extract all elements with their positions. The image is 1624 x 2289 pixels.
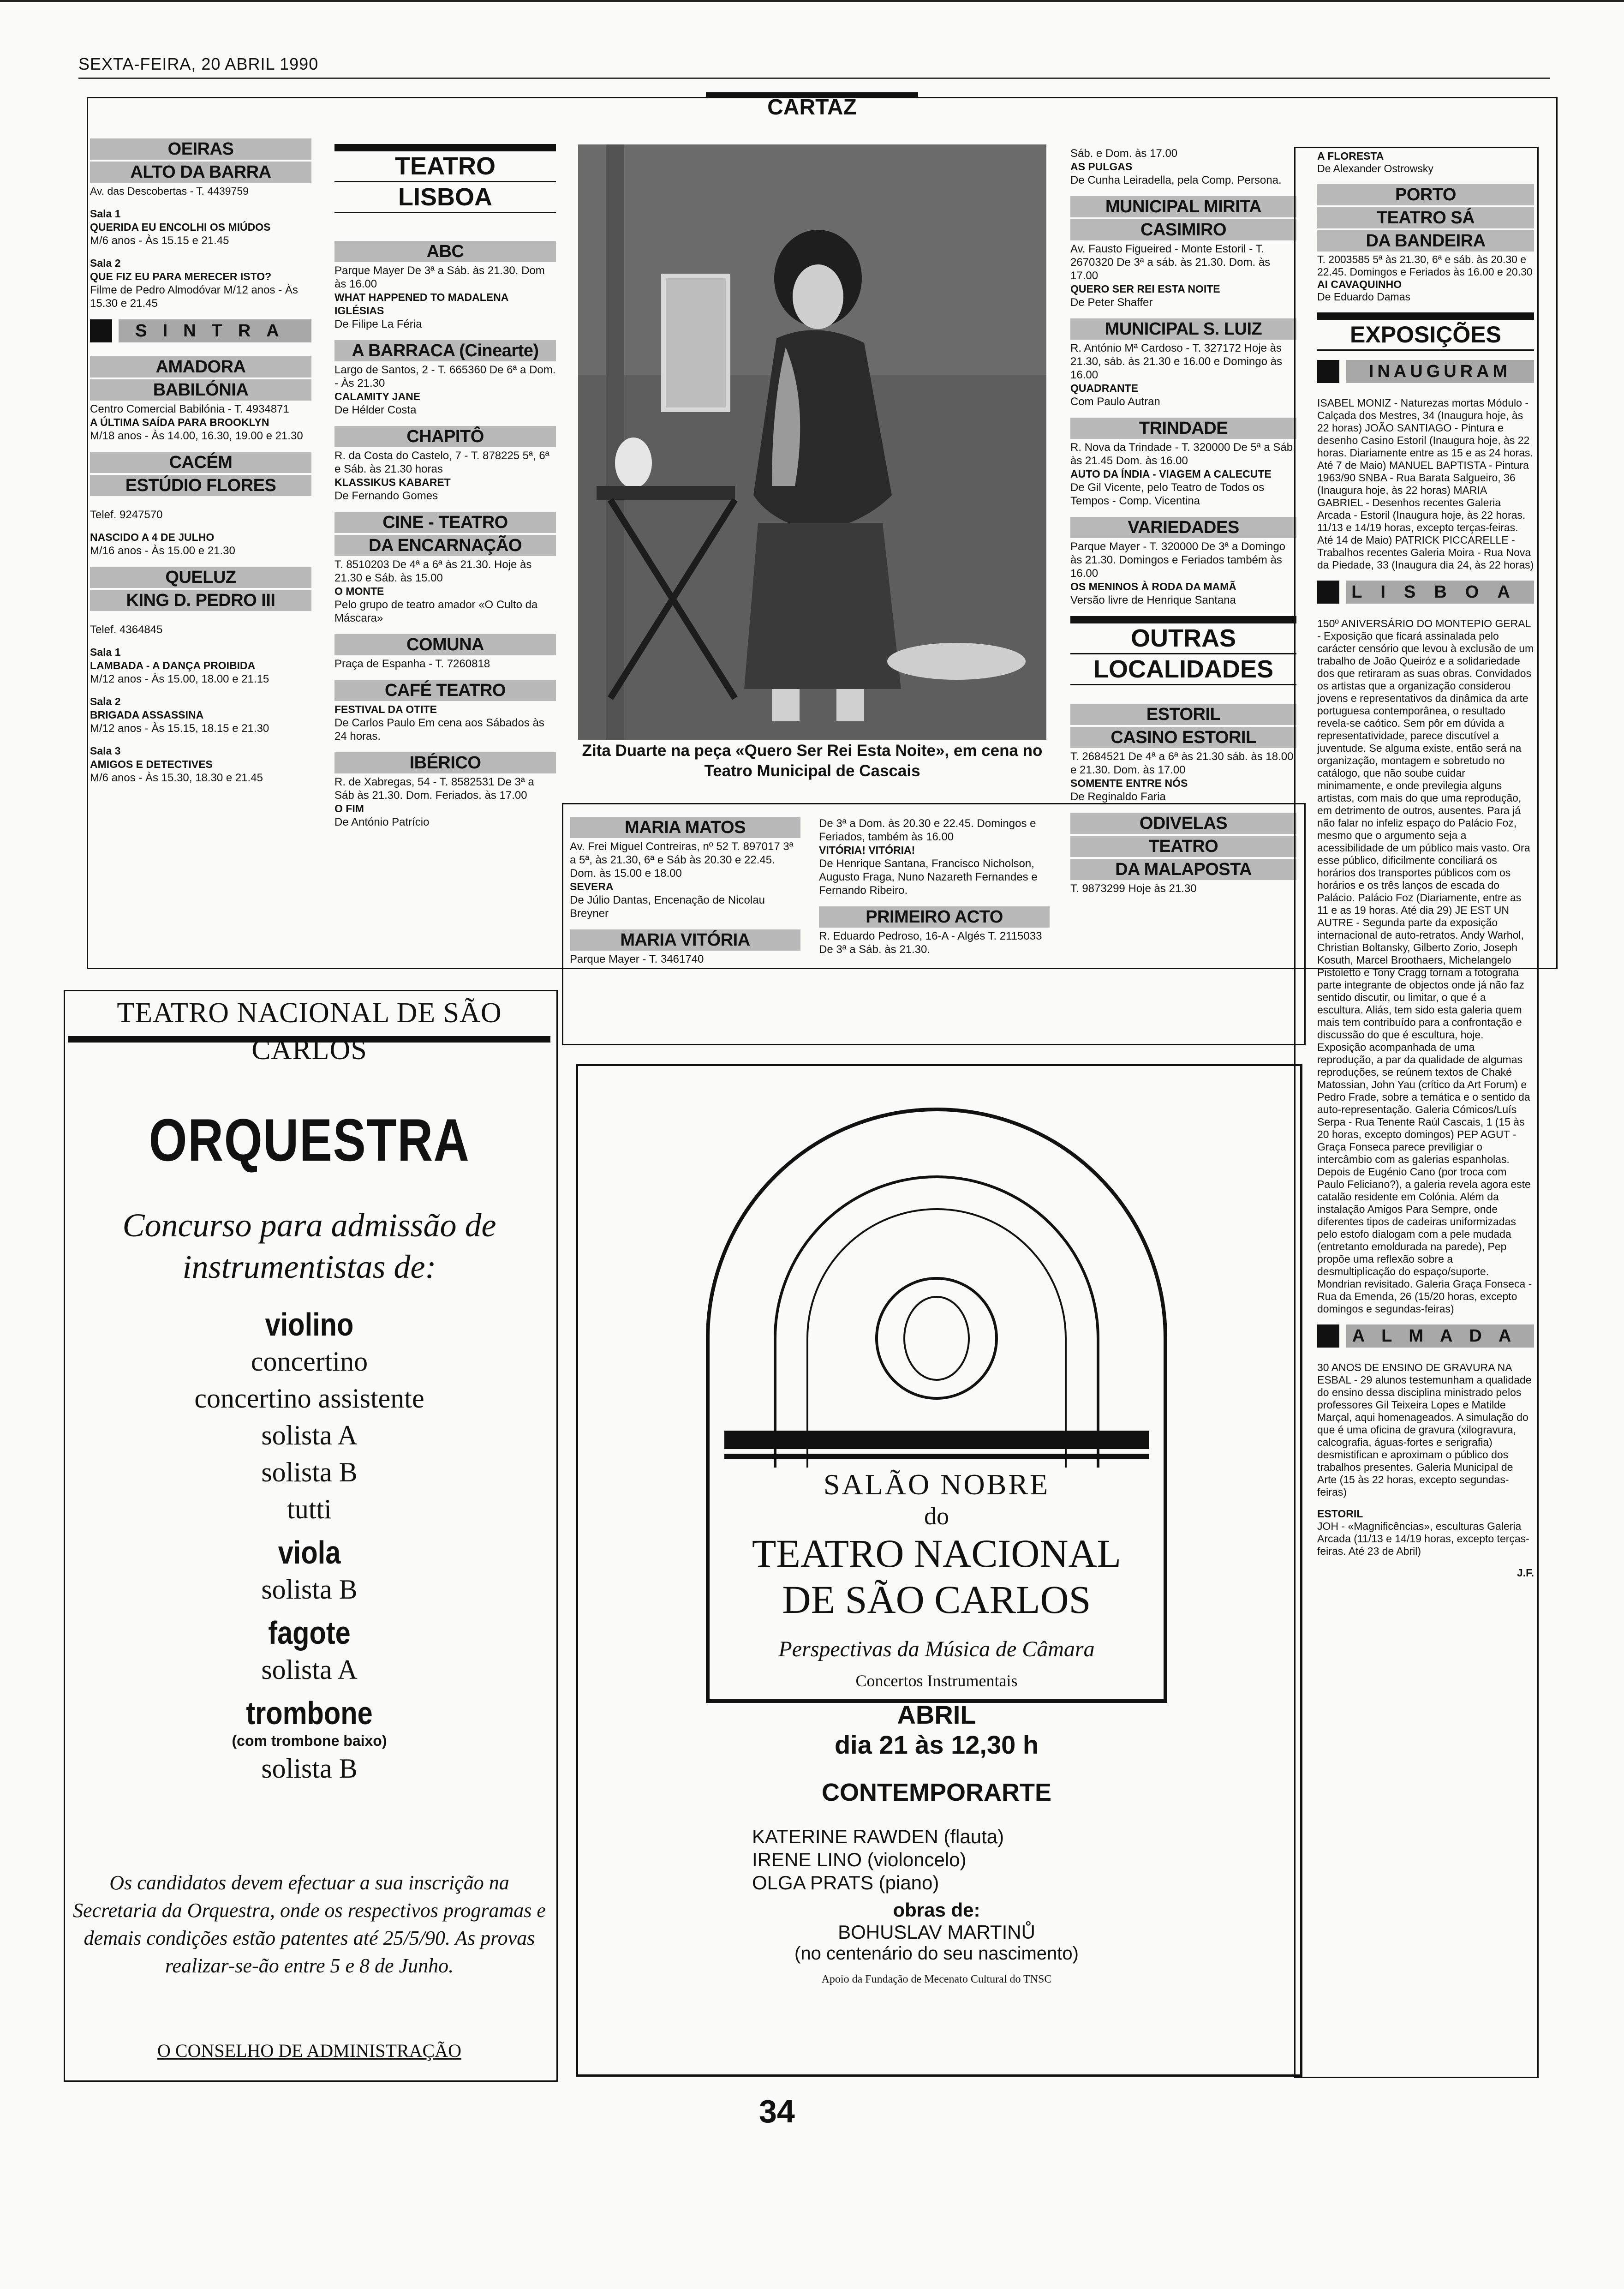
lisboa-divider: [334, 212, 556, 213]
support-note: Apoio da Fundação de Mecenato Cultural do TNSC: [821, 1973, 1052, 1985]
cafe-listing: FESTIVAL DA OTITE De Carlos Paulo Em cena aos Sábados às 24 horas.: [334, 703, 544, 743]
black-square-icon: [1317, 360, 1339, 383]
composer: BOHUSLAV MARTINŮ: [838, 1921, 1035, 1943]
orquestra-title: ORQUESTRA: [149, 1106, 470, 1174]
cartaz-title: CARTAZ: [767, 95, 857, 120]
column-teatro-continued: [1070, 147, 1296, 905]
outras-title: OUTRAS: [1131, 624, 1236, 652]
almada-text: 30 ANOS DE ENSINO DE GRAVURA NA ESBAL - 29 alunos testemunham a qualidade do ensino dessa disciplina ministrado pelos professores Gil Teixeira Lopes e Matilde Marçal, aqui homenageados. A simulação do que é uma oficina de gravura (xilogravura, calcografia, águas-fortes e serigrafia) desmistifican e aproximam o público dos trabalhos presentes. Galeria Municipal de Arte (15 às 22 horas, excepto segundas-feiras): [1317, 1361, 1532, 1498]
stage-photo-illustration: [578, 144, 1046, 740]
concert-month: ABRIL: [897, 1700, 976, 1729]
amadora-listing: Centro Comercial Babilónia - T. 4934871 A ÚLTIMA SAÍDA PARA BROOKLYN M/18 anos - Às 14.00, 16.30, 19.00 e 21.30: [90, 403, 303, 442]
comuna-band: COMUNA: [334, 634, 556, 655]
black-square-icon: [1317, 1324, 1339, 1348]
instrument-violino: violino: [265, 1306, 354, 1342]
centenary: (no centenário do seu nascimento): [794, 1943, 1079, 1964]
exposicoes-title: EXPOSIÇÕES: [1350, 322, 1501, 348]
maria-vitoria-band: MARIA VITÓRIA: [570, 929, 800, 951]
position-item: concertino assistente: [194, 1383, 424, 1414]
column-maria: [570, 817, 800, 975]
concertos-instrumentais: Concertos Instrumentais: [855, 1672, 1018, 1690]
malaposta-band: DA MALAPOSTA: [1070, 859, 1296, 880]
chapito-listing: R. da Costa do Castelo, 7 - T. 878225 5ª, 6ª e Sáb. às 21.30 horas KLASSIKUS KABARET De Fernando Gomes: [334, 449, 549, 502]
porto-listing: T. 2003585 5ª às 21.30, 6ª e sáb. às 20.30 e 22.45. Domingos e Feriados às 16.00 e 20.30 AI CAVAQUINHO De Eduardo Damas: [1317, 253, 1533, 303]
bandeira-band: DA BANDEIRA: [1317, 230, 1534, 252]
tnsc-line1: TEATRO NACIONAL: [752, 1531, 1122, 1576]
casino-estoril-band: CASINO ESTORIL: [1070, 727, 1296, 748]
orquestra-signature: O CONSELHO DE ADMINISTRAÇÃO: [157, 2040, 461, 2061]
iberico-band: IBÉRICO: [334, 752, 556, 773]
localidades-title: LOCALIDADES: [1093, 655, 1273, 683]
zita-duarte-photo: [578, 144, 1046, 740]
cine-listing: T. 8510203 De 4ª a 6ª às 21.30. Hoje às 21.30 e Sáb. às 15.00 O MONTE Pelo grupo de teatro amador «O Culto da Máscara»: [334, 558, 538, 624]
amadora-band: AMADORA: [90, 356, 311, 378]
position-item: concertino: [251, 1346, 368, 1377]
teatro-title: TEATRO: [395, 152, 496, 180]
odivelas-band: ODIVELAS: [1070, 813, 1296, 834]
chapito-band: CHAPITÔ: [334, 426, 556, 447]
estoril-exhibition: ESTORIL JOH - «Magnificências», esculturas Galeria Arcada (11/13 e 14/19 horas, excepto terças-feiras. Até 23 de Abril): [1317, 1508, 1529, 1557]
obras-label: obras de:: [893, 1899, 980, 1921]
column-maria-continued: [819, 817, 1050, 965]
abc-listing: Parque Mayer De 3ª a Sáb. às 21.30. Dom às 16.00 WHAT HAPPENED TO MADALENA IGLÉSIAS De Filipe La Féria: [334, 264, 545, 330]
cacem-band: CACÉM: [90, 452, 311, 473]
oeiras-sala2: Sala 2 QUE FIZ EU PARA MERECER ISTO? Filme de Pedro Almodóvar M/12 anos - Às 15.30 e 21.45: [90, 257, 298, 310]
teatro-band: TEATRO: [1070, 836, 1296, 857]
region-lisboa: LISBOA: [1317, 581, 1534, 604]
tnsc-line2: DE SÃO CARLOS: [782, 1577, 1091, 1622]
localidades-divider: [1070, 684, 1296, 685]
column-exposicoes: [1317, 150, 1534, 1588]
queluz-sala1: Sala 1 LAMBADA - A DANÇA PROIBIDA M/12 anos - Às 15.00, 18.00 e 21.15: [90, 646, 269, 685]
orquestra-header: TEATRO NACIONAL DE SÃO CARLOS: [68, 995, 550, 1043]
instrument-fagote: fagote: [268, 1615, 351, 1651]
teatro-sa-band: TEATRO SÁ: [1317, 207, 1534, 228]
perspectivas-arc: Perspectivas da Música de Câmara: [778, 1637, 1095, 1661]
outras-bar: [1070, 616, 1296, 623]
position-item: solista B: [261, 1753, 358, 1784]
performers: [706, 1825, 1167, 1894]
position-item: solista B: [261, 1457, 358, 1487]
position-item: solista A: [261, 1654, 358, 1685]
mirita-listing: Av. Fausto Figueired - Monte Estoril - T. 2670320 De 3ª a sáb. às 21.30. Dom. às 17.00 QUERO SER REI ESTA NOITE De Peter Shaffer: [1070, 243, 1271, 309]
maria-matos-band: MARIA MATOS: [570, 817, 800, 838]
orquestra-footer: Os candidatos devem efectuar a sua inscrição na Secretaria da Orquestra, onde os respectivos programas e demais condições estão patentes até 25/5/90. As provas realizar-se-ão entre 5 e 8 de Junho.: [73, 1871, 546, 1977]
teatro-top-bar: [334, 144, 556, 151]
date-rule: [78, 78, 1550, 79]
position-item: solista B: [261, 1574, 358, 1605]
estoril-listing: T. 2684521 De 4ª a 6ª às 21.30 sáb. às 18.00 e 21.30. Dom. às 17.00 SOMENTE ENTRE NÓS De Reginaldo Faria: [1070, 750, 1294, 803]
cafe-teatro-band: CAFÉ TEATRO: [334, 680, 556, 701]
black-square-icon: [90, 319, 112, 342]
position-item: solista A: [261, 1420, 358, 1450]
alto-da-barra-band: ALTO DA BARRA: [90, 162, 311, 183]
performer: IRENE LINO (violoncelo): [752, 1849, 967, 1870]
casimiro-band: CASIMIRO: [1070, 219, 1296, 240]
oeiras-sala1: Sala 1 QUERIDA EU ENCOLHI OS MIÚDOS M/6 anos - Às 15.15 e 21.45: [90, 208, 271, 247]
primeiro-acto-band: PRIMEIRO ACTO: [819, 906, 1050, 928]
iberico-listing: R. de Xabregas, 54 - T. 8582531 De 3ª a Sáb às 21.30. Dom. Feriados. às 17.00 O FIM De António Patrício: [334, 776, 534, 828]
sao-carlos-text: [706, 1468, 1167, 1986]
performer: KATERINE RAWDEN (flauta): [752, 1826, 1004, 1847]
oeiras-address: Av. das Descobertas - T. 4439759: [90, 185, 249, 197]
instrument-viola: viola: [278, 1534, 341, 1570]
lisboa-exhibitions: 150º ANIVERSÁRIO DO MONTEPIO GERAL - Exposição que ficará assinalada pelo carácter censório que levou à exclusão de um trabalho de João Queiróz e a solidariedade dos que retiraram as suas obras. Convidados os artistas que a organização considerou jovens e representativos da dinâmica da arte portuguesa contemporânea, o resultado revela-se caótico. Sem pôr em dúvida a representatividade, parece discutível a juventude. Se alguma existe, então será na organização, montagem e sobretudo no catálogo, que não soube cuidar minimamente, e onde previlegia alguns artistas, com mais do que uma reprodução, em detrimento de outros, ausentes. Para já não falar no infeliz espaço do Palácio Foz, mesmo que o argumento seja a acessibilidade de um público mais vasto. Ora esse público, dificilmente conciliará os horários dos transportes públicos com os horários e os três lanços de escada do Palácio. Palácio Foz (Diariamente, entre as 11 e as 19 horas. Até dia 29) JE EST UN AUTRE - Segunda parte da exposição internacional de auto-retratos. Andy Warhol, Christian Boltansky, Gilberto Zorio, Joseph Kosuth, Marcel Broothaers, Michelangelo Pistoletto e Tony Cragg tornam a fotografia parte integrante de objectos onde já não faz sentido discutir, ou limitar, o que é a escultura. Aliás, tem sido esta galeria quem mais tem contribuído para a confrontação e discussão do que é escultura, hoje. Exposição acompanhada de uma reprodução, a par da qualidade de algumas reproduções, se reúnem textos de Chaké Matossian, John Yau (crítico da Art Forum) e Pedro Frade, sobre a temática e o sentido da auto-representação. Galeria Cómicos/Luís Serpa - Rua Tenente Raúl Cascais, 1 (15 às 20 horas, excepto domingos) PEP AGUT - Graça Fonseca parece previligiar o intercâmbio com as galerias espanholas. Depois de Eugénio Cano (por troca com Paulo Feliciano?), a galeria revela agora este catalão residente em Colónia. Além da instalação Amigos Para Sempre, onde diferentes tipos de cadeiras uniformizadas pelo estofo dialogam com a pele mudada (entretanto emoldurada na parede), Pep propõe uma reflexão sobre a desmultiplicação do espaço/suporte. Mondrian revisitado. Galeria Graça Fonseca - Rua da Emenda, 26 (15/20 horas, excepto domingos e segundas-feiras): [1317, 617, 1534, 1315]
barraca-band: A BARRACA (Cinearte): [334, 340, 556, 361]
expo-divider: [1317, 349, 1534, 351]
oeiras-band: OEIRAS: [90, 138, 311, 160]
babilonia-band: BABILÓNIA: [90, 379, 311, 401]
maria-vitoria-listing: Parque Mayer - T. 3461740: [570, 953, 704, 965]
arch-illustration: [706, 1108, 1167, 1468]
pulgas-listing: Sáb. e Dom. às 17.00 AS PULGAS De Cunha Leiradella, pela Comp. Persona.: [1070, 147, 1282, 186]
black-square-icon: [1317, 581, 1339, 604]
orquestra-subtitle: Concurso para admissão de instrumentistas de:: [122, 1207, 496, 1285]
region-sintra: SINTRA: [90, 319, 311, 342]
do-label: do: [924, 1502, 949, 1530]
position-item: tutti: [287, 1494, 332, 1524]
cacem-tel: Telef. 9247570: [90, 509, 163, 521]
variedades-listing: Parque Mayer - T. 320000 De 3ª a Domingo às 21.30. Domingos e Feriados também às 16.00 OS MENINOS À RODA DA MAMÃ Versão livre de Henrique Santana: [1070, 540, 1286, 606]
expo-bar: [1317, 312, 1534, 320]
sluiz-band: MUNICIPAL S. LUIZ: [1070, 318, 1296, 340]
top-rule: [0, 0, 1624, 2]
instrument-list: [68, 1306, 550, 1787]
photo-caption: Zita Duarte na peça «Quero Ser Rei Esta Noite», em cena no Teatro Municipal de Cascais: [582, 742, 1043, 780]
estudio-flores-band: ESTÚDIO FLORES: [90, 475, 311, 496]
vitoria-listing: De 3ª a Dom. às 20.30 e 22.45. Domingos e Feriados, também às 16.00 VITÓRIA! VITÓRIA! De Henrique Santana, Francisco Nicholson, Augusto Fraga, Nuno Nazareth Fernandes e Fernando Ribeiro.: [819, 817, 1038, 897]
instrument-trombone: trombone: [246, 1695, 373, 1731]
queluz-tel: Telef. 4364845: [90, 623, 163, 636]
region-inauguram: INAUGURAM: [1317, 360, 1534, 383]
comuna-listing: Praça de Espanha - T. 7260818: [334, 658, 490, 670]
maria-matos-listing: Av. Frei Miguel Contreiras, nº 52 T. 897017 3ª a 5ª, às 21.30, 6ª e Sáb às 20.30 e 22.45. Dom. às 15.00 e 18.00 SEVERA De Júlio Dantas, Encenação de Nicolau Breyner: [570, 840, 794, 920]
author-signature: J.F.: [1517, 1567, 1534, 1579]
encarnacao-band: DA ENCARNAÇÃO: [334, 535, 556, 556]
region-almada: ALMADA: [1317, 1324, 1534, 1348]
page-date: SEXTA-FEIRA, 20 ABRIL 1990: [78, 54, 319, 73]
abc-band: ABC: [334, 241, 556, 262]
performer: OLGA PRATS (piano): [752, 1872, 939, 1894]
estoril-band: ESTORIL: [1070, 704, 1296, 725]
column-cinema-outskirts: [90, 138, 311, 794]
barraca-listing: Largo de Santos, 2 - T. 665360 De 6ª a Dom. - Às 21.30 CALAMITY JANE De Hélder Costa: [334, 364, 556, 416]
floresta-listing: A FLORESTA De Alexander Ostrowsky: [1317, 150, 1433, 174]
variedades-band: VARIEDADES: [1070, 517, 1296, 538]
trindade-band: TRINDADE: [1070, 418, 1296, 439]
column-teatro-lisboa: [334, 144, 556, 838]
sluiz-listing: R. António Mª Cardoso - T. 327172 Hoje às 21.30, sáb. às 21.30 e 16.00 e Domingo às 16.00 QUADRANTE Com Paulo Autran: [1070, 342, 1282, 408]
odivelas-listing: T. 9873299 Hoje às 21.30: [1070, 882, 1197, 895]
page-number: 34: [759, 2093, 795, 2129]
trombone-note: (com trombone baixo): [232, 1732, 387, 1749]
cacem-listing: NASCIDO A 4 DE JULHO M/16 anos - Às 15.00 e 21.30: [90, 531, 235, 557]
cine-teatro-band: CINE - TEATRO: [334, 512, 556, 533]
inauguram-text: ISABEL MONIZ - Naturezas mortas Módulo - Calçada dos Mestres, 34 (Inaugura hoje, às 22 horas) JOÃO SANTIAGO - Pintura e desenho Casino Estoril (Inaugura hoje, às 22 horas. Diariamente entre as 15 e as 24 horas. Até 7 de Maio) MANUEL BAPTISTA - Pintura 1963/90 SNBA - Rua Barata Salgueiro, 36 (Inaugura hoje, às 22 horas) MARIA GABRIEL - Desenhos recentes Galeria Arcada - Estoril (Inaugura hoje, às 22 horas. 11/13 e 14/19 horas, excepto terças-feiras. Até 14 de Maio) PATRICK PICCARELLE - Trabalhos recentes Galeria Moira - Rua Nova da Piedade, 33 (Inaugura dia 24, às 22 horas): [1317, 397, 1534, 571]
salao-nobre: SALÃO NOBRE: [823, 1468, 1050, 1501]
primeiro-acto-listing: R. Eduardo Pedroso, 16-A - Algés T. 2115033 De 3ª a Sáb. às 21.30.: [819, 930, 1042, 956]
queluz-sala2: Sala 2 BRIGADA ASSASSINA M/12 anos - Às 15.15, 18.15 e 21.30: [90, 695, 269, 735]
queluz-band: QUELUZ: [90, 567, 311, 588]
queluz-sala3: Sala 3 AMIGOS E DETECTIVES M/6 anos - Às 15.30, 18.30 e 21.45: [90, 745, 263, 784]
lisboa-title: LISBOA: [398, 183, 492, 211]
porto-band: PORTO: [1317, 184, 1534, 205]
king-pedro-band: KING D. PEDRO III: [90, 590, 311, 611]
concert-day: dia 21 às 12,30 h: [834, 1730, 1039, 1759]
contemporarte: CONTEMPORARTE: [822, 1779, 1051, 1806]
mirita-band: MUNICIPAL MIRITA: [1070, 196, 1296, 217]
trindade-listing: R. Nova da Trindade - T. 320000 De 5ª a Sáb. às 21.45 Dom. às 16.00 AUTO DA ÍNDIA - VIAGEM A CALECUTE De Gil Vicente, pelo Teatro de Todos os Tempos - Comp. Vicentina: [1070, 441, 1296, 507]
